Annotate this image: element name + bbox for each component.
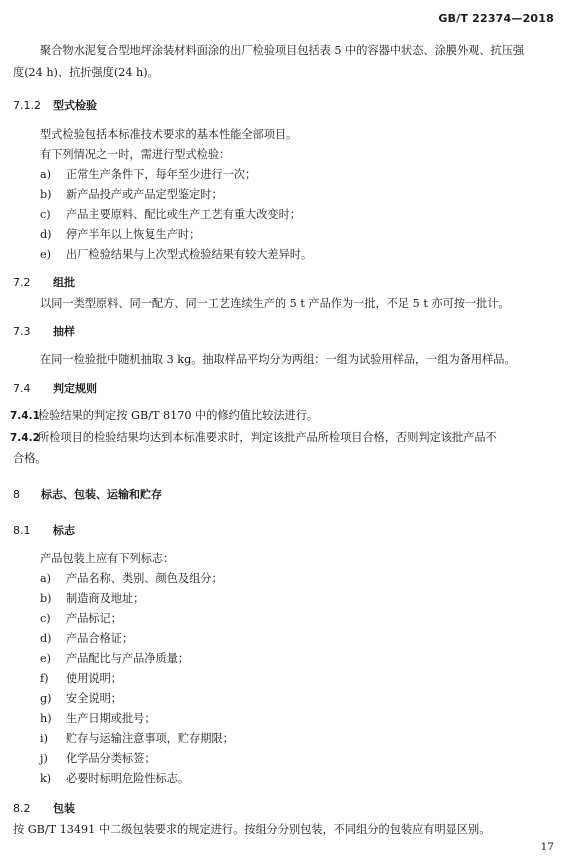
clause-continuation: 合格。 [13,452,47,465]
paragraph: 产品包装上应有下列标志： [40,552,175,565]
list-marker: d) [40,228,52,241]
section-heading-7-1-2 [13,99,562,113]
paragraph: 以同一类型原料、同一配方、同一工艺连续生产的 5 t 产品作为一批，不足 5 t 亦可按一批计。 [40,297,510,310]
section-title: 抽样 [53,325,75,338]
list-text: 产品配比与产品净质量； [66,652,190,665]
list-text: 制造商及地址； [66,592,145,605]
list-item [40,248,562,262]
list-text: 正常生产条件下，每年至少进行一次； [66,168,257,181]
list-marker: h) [40,712,52,725]
list-text: 产品主要原料、配比或生产工艺有重大改变时； [66,208,301,221]
list-marker: d) [40,632,52,645]
paragraph: 有下列情况之一时，需进行型式检验： [40,148,231,161]
list-item [40,188,562,202]
list-text: 化学品分类标签； [66,752,156,765]
section-title: 型式检验 [53,99,97,112]
list-item [40,692,562,706]
list-marker: g) [40,692,52,705]
section-number: 8.1 [13,524,31,537]
list-text: 新产品投产或产品定型鉴定时； [66,188,223,201]
list-marker: j) [40,752,48,765]
list-marker: e) [40,248,51,261]
paragraph: 按 GB/T 13491 中二级包装要求的规定进行。按组分分别包装，不同组分的包装应有明显区别。 [13,823,491,836]
list-marker: c) [40,612,51,625]
list-text: 贮存与运输注意事项，贮存期限； [66,732,234,745]
section-number: 7.2 [13,276,31,289]
list-item [40,208,562,222]
section-title: 包装 [53,802,75,815]
list-text: 生产日期或批号； [66,712,156,725]
list-marker: b) [40,592,52,605]
list-marker: f) [40,672,49,685]
section-heading-7-3 [13,325,562,339]
clause-number: 7.4.1 [10,410,40,422]
list-marker: a) [40,168,52,181]
list-item [40,168,562,182]
clause-text: 所检项目的检验结果均达到本标准要求时，判定该批产品所检项目合格，否则判定该批产品不 [38,431,497,444]
page-number: 17 [540,841,554,853]
clause-7-4-2 [10,431,562,445]
list-marker: k) [40,772,52,785]
section-title: 判定规则 [53,382,97,395]
section-title: 标志 [53,524,75,537]
list-item [40,632,562,646]
list-item [40,712,562,726]
list-item [40,772,562,786]
section-number: 7.4 [13,382,31,395]
chapter-title: 标志、包装、运输和贮存 [41,488,162,501]
list-item [40,752,562,766]
list-item [40,228,562,242]
list-item [40,572,562,586]
section-number: 8.2 [13,802,31,815]
paragraph: 型式检验包括本标准技术要求的基本性能全部项目。 [40,128,298,141]
list-item [40,652,562,666]
list-item [40,612,562,626]
list-text: 必要时标明危险性标志。 [66,772,190,785]
list-text: 使用说明； [66,672,122,685]
chapter-number: 8 [13,488,20,501]
section-heading-8-2 [13,802,562,816]
section-title: 组批 [53,276,75,289]
section-heading-7-2 [13,276,562,290]
list-text: 停产半年以上恢复生产时； [66,228,201,241]
list-marker: e) [40,652,51,665]
list-item [40,732,562,746]
clause-text: 检验结果的判定按 GB/T 8170 中的修约值比较法进行。 [38,409,319,422]
list-marker: c) [40,208,51,221]
paragraph: 在同一检验批中随机抽取 3 kg。抽取样品平均分为两组：一组为试验用样品，一组为备用样品。 [40,353,516,366]
section-number: 7.1.2 [13,99,41,112]
section-number: 7.3 [13,325,31,338]
section-heading-8-1 [13,524,562,538]
list-text: 出厂检验结果与上次型式检验结果有较大差异时。 [66,248,313,261]
list-text: 产品合格证； [66,632,134,645]
chapter-heading-8 [13,488,562,502]
clause-7-4-1 [10,409,562,423]
list-text: 产品名称、类别、颜色及组分； [66,572,223,585]
paragraph-continuation: 度(24 h)、抗折强度(24 h)。 [13,66,159,79]
paragraph: 聚合物水泥复合型地坪涂装材料面涂的出厂检验项目包括表 5 中的容器中状态、涂膜外观、抗压强 [40,44,525,57]
section-heading-7-4 [13,382,562,396]
list-text: 安全说明； [66,692,122,705]
standard-number: GB/T 22374—2018 [438,12,554,25]
list-marker: i) [40,732,48,745]
list-item [40,672,562,686]
list-text: 产品标记； [66,612,122,625]
list-item [40,592,562,606]
list-marker: a) [40,572,52,585]
clause-number: 7.4.2 [10,432,40,444]
list-marker: b) [40,188,52,201]
